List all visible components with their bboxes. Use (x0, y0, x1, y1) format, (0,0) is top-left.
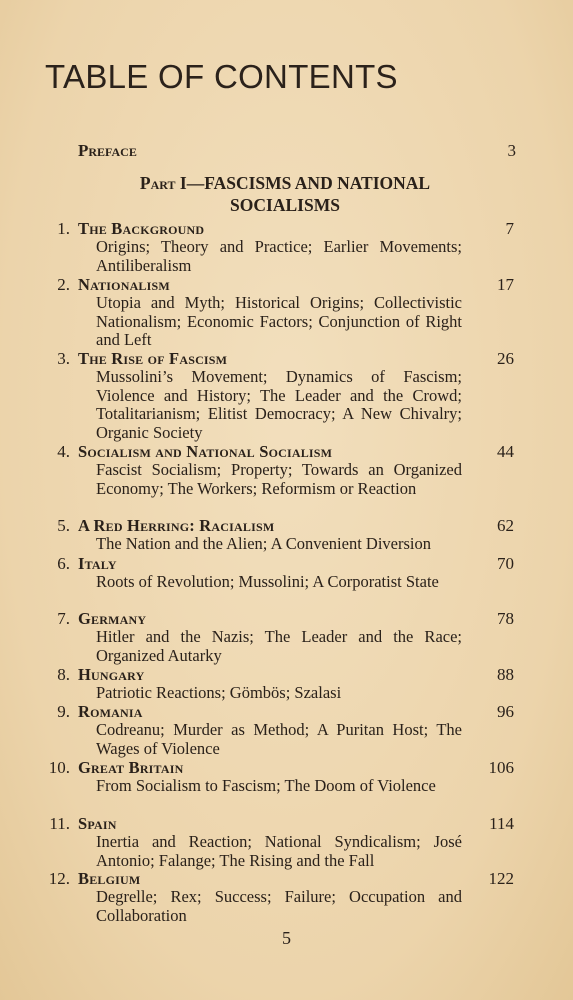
page-title: TABLE OF CONTENTS (45, 58, 398, 95)
chapter-title: Romania (78, 702, 143, 721)
chapter-number: 4. (57, 442, 70, 461)
chapter-subtopics: Origins; Theory and Practice; Earlier Movements; Antiliberalism (96, 237, 462, 275)
chapter-number: 6. (57, 554, 70, 573)
chapter-subtopics: From Socialism to Fascism; The Doom of Violence (96, 776, 436, 795)
chapter-page-number: 70 (497, 554, 514, 573)
chapter-page-number: 88 (497, 665, 514, 684)
page-folio-number: 5 (282, 928, 291, 948)
chapter-title: The Background (78, 219, 205, 238)
chapter-subtopics: Utopia and Myth; Historical Origins; Collectivistic Nationalism; Economic Factors; Conjunction of Right and Left (96, 293, 462, 349)
chapter-subtopics: Codreanu; Murder as Method; A Puritan Host; The Wages of Violence (96, 720, 462, 758)
chapter-number: 3. (57, 349, 70, 368)
chapter-page-number: 122 (488, 869, 514, 888)
chapter-number: 10. (48, 758, 70, 777)
chapter-title: Spain (78, 814, 117, 833)
chapter-page-number: 44 (497, 442, 514, 461)
chapter-page-number: 106 (488, 758, 514, 777)
chapter-page-number: 78 (497, 609, 514, 628)
chapter-subtopics: Degrelle; Rex; Success; Failure; Occupation and Collaboration (96, 887, 462, 925)
chapter-title: Nationalism (78, 275, 170, 294)
chapter-title: A Red Herring: Racialism (78, 516, 275, 535)
chapter-subtopics: Roots of Revolution; Mussolini; A Corporatist State (96, 572, 439, 591)
chapter-title: Germany (78, 609, 147, 628)
chapter-page-number: 62 (497, 516, 514, 535)
chapter-subtopics: The Nation and the Alien; A Convenient Diversion (96, 534, 431, 553)
part-label: Part I (139, 173, 187, 193)
chapter-title: The Rise of Fascism (78, 349, 228, 368)
preface-entry (78, 141, 516, 163)
chapter-page-number: 26 (497, 349, 514, 368)
chapter-subtopics: Hitler and the Nazis; The Leader and the Race; Organized Autarky (96, 627, 462, 665)
chapter-number: 1. (57, 219, 70, 238)
chapter-title: Belgium (78, 869, 141, 888)
chapter-number: 7. (57, 609, 70, 628)
chapter-subtopics: Patriotic Reactions; Gömbös; Szalasi (96, 683, 342, 702)
chapter-subtopics: Inertia and Reaction; National Syndicalism; José Antonio; Falange; The Rising and the Fall (96, 832, 462, 870)
chapter-title: Great Britain (78, 758, 184, 777)
chapter-page-number: 114 (489, 814, 514, 833)
preface-label: Preface (78, 141, 137, 160)
part-title-line2: SOCIALISMS (230, 195, 340, 215)
chapter-subtopics: Fascist Socialism; Property; Towards an Organized Economy; The Workers; Reformism or Reaction (96, 460, 462, 498)
chapter-title: Italy (78, 554, 117, 573)
chapter-subtopics: Mussolini’s Movement; Dynamics of Fascism; Violence and History; The Leader and the Crowd; Totalitarianism; Elitist Democracy; A New Chivalry; Organic Society (96, 367, 462, 442)
preface-page-number: 3 (507, 141, 516, 160)
part-heading (100, 172, 470, 216)
chapter-page-number: 7 (505, 219, 514, 238)
chapter-number: 9. (57, 702, 70, 721)
chapter-number: 8. (57, 665, 70, 684)
chapter-number: 11. (49, 814, 70, 833)
part-title-line1: —FASCISMS AND NATIONAL (186, 173, 431, 193)
chapter-title: Hungary (78, 665, 145, 684)
chapter-page-number: 17 (497, 275, 514, 294)
chapter-page-number: 96 (497, 702, 514, 721)
chapter-title: Socialism and National Socialism (78, 442, 333, 461)
chapter-number: 12. (48, 869, 70, 888)
chapter-number: 5. (57, 516, 70, 535)
chapter-number: 2. (57, 275, 70, 294)
